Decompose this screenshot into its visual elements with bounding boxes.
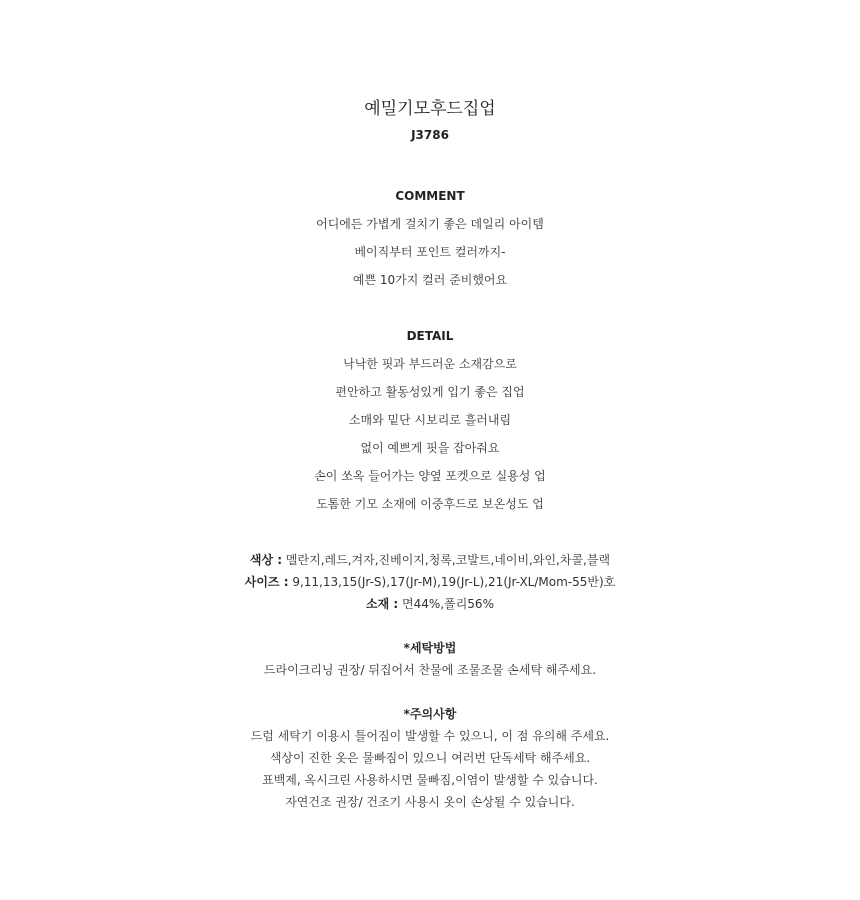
detail-line: 편안하고 활동성있게 입기 좋은 집업 (335, 385, 525, 399)
comment-line: 예쁜 10가지 컬러 준비했어요 (352, 273, 508, 287)
washing-line: 드라이크리닝 권장/ 뒤집어서 찬물에 조물조물 손세탁 해주세요. (263, 663, 597, 677)
caution-heading: *주의사항 (403, 707, 457, 721)
detail-line: 없이 예쁘게 핏을 잡아줘요 (360, 441, 500, 455)
washing-heading: *세탁방법 (403, 641, 457, 655)
comment-line: 어디에든 가볍게 걸치기 좋은 데일리 아이템 (316, 217, 544, 231)
comment-line: 베이직부터 포인트 컬러까지- (354, 245, 506, 259)
caution-line: 드럼 세탁기 이용시 틀어짐이 발생할 수 있으니, 이 점 유의해 주세요. (250, 729, 610, 743)
detail-line: 도톰한 기모 소재에 이중후드로 보온성도 업 (316, 497, 544, 511)
product-title: 예밀기모후드집업 (364, 99, 496, 119)
color-spec (0, 551, 860, 569)
detail-line: 낙낙한 핏과 부드러운 소재감으로 (343, 357, 517, 371)
material-spec (0, 595, 860, 613)
detail-heading: DETAIL (406, 329, 454, 343)
caution-line: 표백제, 옥시크린 사용하시면 물빠짐,이염이 발생할 수 있습니다. (262, 773, 598, 787)
detail-line: 손이 쏘옥 들어가는 양옆 포켓으로 실용성 업 (314, 469, 546, 483)
size-label: 사이즈 : (244, 575, 289, 589)
size-spec (0, 573, 860, 591)
comment-heading: COMMENT (395, 189, 465, 203)
detail-line: 소매와 밑단 시보리로 흘러내림 (348, 413, 512, 427)
color-label: 색상 : (249, 553, 283, 567)
color-value: 멜란지,레드,겨자,진베이지,청록,코발트,네이비,와인,차콜,블랙 (285, 553, 611, 567)
product-code: J3786 (411, 128, 449, 142)
size-value: 9,11,13,15(Jr-S),17(Jr-M),19(Jr-L),21(Jr-XL/Mom-55반)호 (292, 575, 616, 589)
caution-line: 색상이 진한 옷은 물빠짐이 있으니 여러번 단독세탁 해주세요. (269, 751, 591, 765)
material-label: 소재 : (366, 597, 399, 611)
material-value: 면44%,폴리56% (402, 597, 494, 611)
caution-line: 자연건조 권장/ 건조기 사용시 옷이 손상될 수 있습니다. (285, 795, 575, 809)
